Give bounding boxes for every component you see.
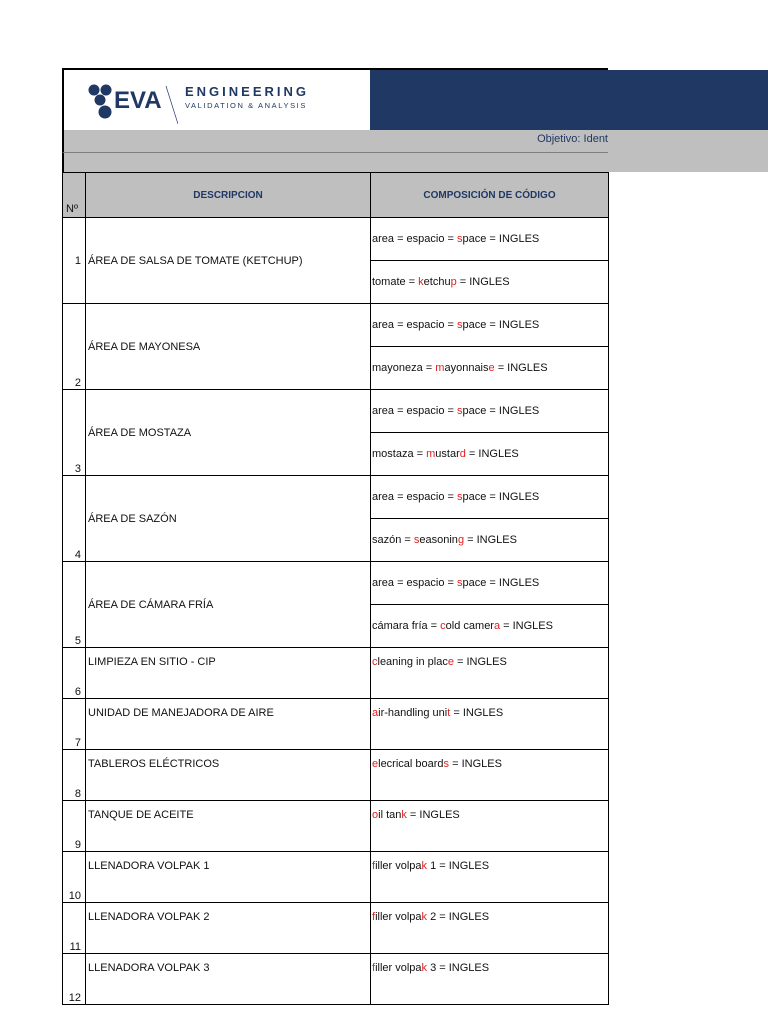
row-description: ÁREA DE CÁMARA FRÍA <box>86 562 371 648</box>
code-highlight-letter: k <box>421 860 428 872</box>
row-description: UNIDAD DE MANEJADORA DE AIRE <box>86 699 371 750</box>
eva-logo-icon <box>88 80 178 126</box>
code-highlight-letter: m <box>435 362 445 374</box>
table-row <box>63 699 609 750</box>
brand-subtitle: VALIDATION & ANALYSIS <box>185 101 307 110</box>
row-number: 6 <box>63 648 86 699</box>
code-composition <box>371 954 609 1005</box>
code-composition <box>371 347 609 390</box>
row-description: LIMPIEZA EN SITIO - CIP <box>86 648 371 699</box>
code-highlight-letter: s <box>457 491 463 503</box>
table-body <box>63 218 609 1005</box>
code-highlight-letter: e <box>372 758 379 770</box>
code-highlight-letter: s <box>457 319 463 331</box>
code-text: ir-handling uni <box>378 707 448 719</box>
code-text: = INGLES <box>486 491 540 503</box>
code-composition <box>371 261 609 304</box>
table-row <box>63 954 609 1005</box>
code-text: = INGLES <box>486 319 540 331</box>
row-number: 8 <box>63 750 86 801</box>
objective-text: Objetivo: Ident <box>537 133 608 145</box>
brand-title: ENGINEERING <box>185 84 310 99</box>
row-description: ÁREA DE SAZÓN <box>86 476 371 562</box>
code-text: 1 = INGLES <box>427 860 490 872</box>
code-text: area = espacio = <box>372 319 458 331</box>
code-highlight-letter: k <box>418 276 424 288</box>
code-text: = INGLES <box>486 577 540 589</box>
column-header-description: DESCRIPCION <box>86 173 371 218</box>
code-text: = INGLES <box>486 233 540 245</box>
row-description: ÁREA DE SALSA DE TOMATE (KETCHUP) <box>86 218 371 304</box>
code-highlight-letter: d <box>459 448 466 460</box>
code-text: mayoneza = <box>372 362 436 374</box>
code-highlight-letter: a <box>372 707 379 719</box>
brand-name: EVA <box>114 87 162 114</box>
code-text: = INGLES <box>464 534 517 546</box>
row-description: ÁREA DE MAYONESA <box>86 304 371 390</box>
code-text: iller volpa <box>375 860 422 872</box>
code-composition <box>371 605 609 648</box>
row-description: LLENADORA VOLPAK 1 <box>86 852 371 903</box>
table-row <box>63 750 609 801</box>
row-number: 9 <box>63 801 86 852</box>
code-text: 3 = INGLES <box>427 962 490 974</box>
row-description: TANQUE DE ACEITE <box>86 801 371 852</box>
column-header-number: Nº <box>63 173 86 218</box>
code-text: = INGLES <box>450 707 504 719</box>
code-highlight-letter: f <box>372 962 376 974</box>
code-composition <box>371 801 609 852</box>
row-description: LLENADORA VOLPAK 3 <box>86 954 371 1005</box>
code-text: iller volpa <box>375 911 422 923</box>
code-highlight-letter: c <box>440 620 446 632</box>
code-text: area = espacio = <box>372 577 458 589</box>
code-text: area = espacio = <box>372 405 458 417</box>
code-text: = INGLES <box>465 448 519 460</box>
code-highlight-letter: f <box>372 911 376 923</box>
table-row <box>63 801 609 852</box>
code-text: cámara fría = <box>372 620 441 632</box>
code-highlight-letter: s <box>457 577 463 589</box>
code-highlight-letter: a <box>493 620 501 632</box>
code-text: = INGLES <box>406 809 460 821</box>
code-text: il tan <box>378 809 402 821</box>
code-text: pace <box>462 491 487 503</box>
code-text: = INGLES <box>456 276 510 288</box>
code-text: pace <box>462 233 487 245</box>
code-composition <box>371 218 609 261</box>
row-description: LLENADORA VOLPAK 2 <box>86 903 371 954</box>
code-text: pace <box>462 577 487 589</box>
header-blue-band <box>370 70 768 130</box>
code-composition <box>371 519 609 562</box>
code-composition <box>371 903 609 954</box>
row-number: 4 <box>63 476 86 562</box>
code-text: = INGLES <box>494 362 548 374</box>
row-description: TABLEROS ELÉCTRICOS <box>86 750 371 801</box>
code-composition <box>371 304 609 347</box>
code-text: 2 = INGLES <box>427 911 490 923</box>
table-row <box>63 390 609 433</box>
code-text: pace <box>462 405 487 417</box>
code-highlight-letter: k <box>421 962 428 974</box>
code-text: = INGLES <box>500 620 553 632</box>
row-number: 5 <box>63 562 86 648</box>
code-highlight-letter: f <box>372 860 376 872</box>
row-number: 10 <box>63 852 86 903</box>
code-text: pace <box>462 319 487 331</box>
code-table <box>62 172 609 1005</box>
table-row <box>63 476 609 519</box>
code-text: ustar <box>435 448 460 460</box>
code-text: lecrical board <box>378 758 444 770</box>
table-row <box>63 648 609 699</box>
code-text: = INGLES <box>449 758 502 770</box>
row-number: 1 <box>63 218 86 304</box>
code-highlight-letter: s <box>457 405 463 417</box>
code-text: etchu <box>423 276 451 288</box>
code-text: area = espacio = <box>372 233 458 245</box>
row-number: 3 <box>63 390 86 476</box>
code-composition <box>371 750 609 801</box>
code-composition <box>371 562 609 605</box>
table-row <box>63 562 609 605</box>
row-number: 7 <box>63 699 86 750</box>
code-highlight-letter: e <box>447 656 454 668</box>
code-text: mostaza = <box>372 448 427 460</box>
code-composition <box>371 390 609 433</box>
code-text: old camer <box>445 620 494 632</box>
code-text: easonin <box>419 534 458 546</box>
code-highlight-letter: t <box>447 707 451 719</box>
code-text: tomate = <box>372 276 419 288</box>
code-text: iller volpa <box>375 962 422 974</box>
row-number: 2 <box>63 304 86 390</box>
code-text: ayonnais <box>444 362 489 374</box>
code-composition <box>371 852 609 903</box>
code-text: = INGLES <box>486 405 540 417</box>
code-highlight-letter: g <box>457 534 465 546</box>
code-highlight-letter: k <box>401 809 407 821</box>
code-text: = INGLES <box>453 656 507 668</box>
table-row <box>63 903 609 954</box>
code-highlight-letter: s <box>457 233 463 245</box>
code-text: leaning in plac <box>377 656 448 668</box>
code-text: sazón = <box>372 534 414 546</box>
code-highlight-letter: e <box>488 362 495 374</box>
code-highlight-letter: k <box>421 911 428 923</box>
row-number: 12 <box>63 954 86 1005</box>
row-description: ÁREA DE MOSTAZA <box>86 390 371 476</box>
code-composition <box>371 433 609 476</box>
row-number: 11 <box>63 903 86 954</box>
code-composition <box>371 699 609 750</box>
column-header-composition: COMPOSICIÓN DE CÓDIGO <box>371 173 609 218</box>
code-highlight-letter: c <box>372 656 378 668</box>
table-row <box>63 218 609 261</box>
code-composition <box>371 648 609 699</box>
code-composition <box>371 476 609 519</box>
table-row <box>63 304 609 347</box>
blank-band <box>62 152 608 172</box>
code-highlight-letter: s <box>443 758 450 770</box>
code-highlight-letter: m <box>426 448 436 460</box>
table-row <box>63 852 609 903</box>
code-highlight-letter: p <box>450 276 457 288</box>
code-text: area = espacio = <box>372 491 458 503</box>
code-highlight-letter: o <box>372 809 379 821</box>
code-highlight-letter: s <box>413 534 420 546</box>
